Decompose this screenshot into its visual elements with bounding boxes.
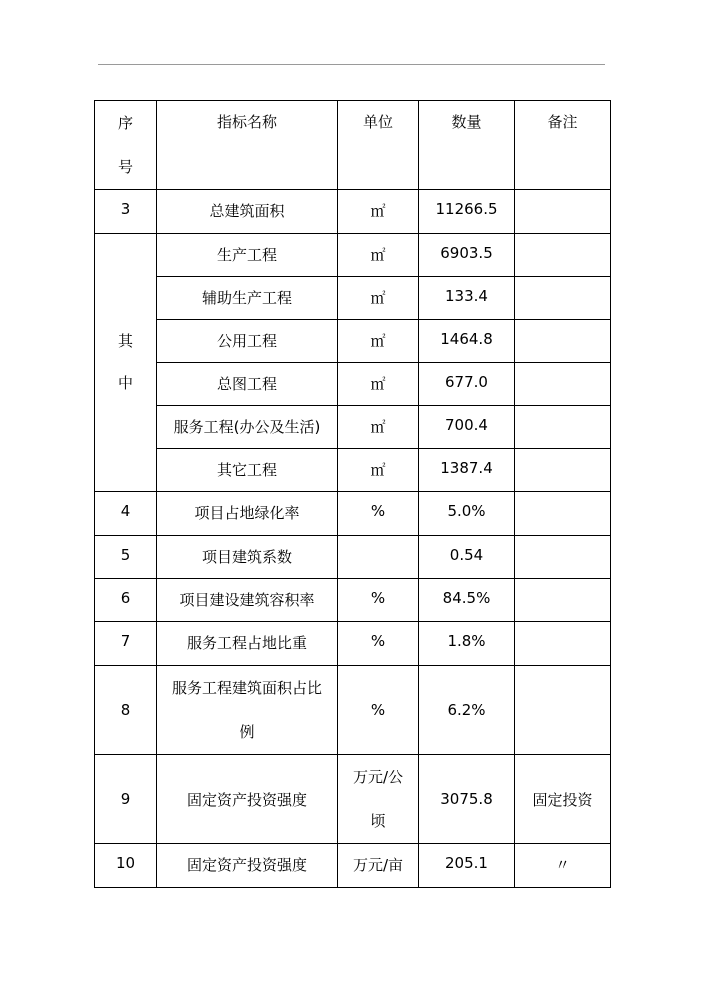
- table-row: [95, 755, 611, 844]
- header-name: 指标名称: [157, 101, 338, 190]
- cell-seq: 5: [95, 536, 157, 579]
- cell-qty: 84.5%: [419, 579, 515, 622]
- cell-unit: ㎡: [338, 190, 419, 234]
- cell-unit: ㎡: [338, 277, 419, 320]
- cell-name: 辅助生产工程: [157, 277, 338, 320]
- cell-unit: %: [338, 579, 419, 622]
- cell-unit: ㎡: [338, 320, 419, 363]
- cell-remark: [515, 406, 611, 449]
- cell-unit: [338, 755, 419, 844]
- cell-qty: 1.8%: [419, 622, 515, 666]
- cell-remark: [515, 492, 611, 536]
- cell-unit-line1: 万元/公: [352, 768, 404, 786]
- cell-remark: [515, 579, 611, 622]
- cell-name: 服务工程(办公及生活): [157, 406, 338, 449]
- cell-unit: %: [338, 622, 419, 666]
- header-remark: 备注: [515, 101, 611, 190]
- cell-name: 生产工程: [157, 234, 338, 277]
- group-label-cell: [95, 234, 157, 492]
- cell-unit: ㎡: [338, 234, 419, 277]
- cell-remark: [515, 622, 611, 666]
- cell-name: 固定资产投资强度: [157, 844, 338, 888]
- table-row: [95, 363, 611, 406]
- cell-qty: 205.1: [419, 844, 515, 888]
- cell-seq: 8: [95, 666, 157, 755]
- table-row: [95, 277, 611, 320]
- cell-name: 固定资产投资强度: [157, 755, 338, 844]
- cell-remark: [515, 449, 611, 492]
- cell-seq: 9: [95, 755, 157, 844]
- table-row: [95, 234, 611, 277]
- cell-qty: 133.4: [419, 277, 515, 320]
- cell-unit: %: [338, 666, 419, 755]
- cell-name: 公用工程: [157, 320, 338, 363]
- cell-unit: %: [338, 492, 419, 536]
- cell-name: 项目建筑系数: [157, 536, 338, 579]
- cell-name: [157, 666, 338, 755]
- header-qty: 数量: [419, 101, 515, 190]
- cell-remark: 〃: [515, 844, 611, 888]
- cell-name: 总建筑面积: [157, 190, 338, 234]
- table-row: [95, 190, 611, 234]
- table-row: [95, 622, 611, 666]
- table-row: [95, 406, 611, 449]
- cell-seq: 7: [95, 622, 157, 666]
- table-row: [95, 492, 611, 536]
- cell-qty: 0.54: [419, 536, 515, 579]
- cell-name: 服务工程占地比重: [157, 622, 338, 666]
- cell-remark: [515, 320, 611, 363]
- group-label-line2: 中: [117, 374, 133, 392]
- header-seq-line1: 序: [117, 114, 133, 132]
- indicator-table: [94, 100, 611, 888]
- cell-unit: [338, 536, 419, 579]
- cell-qty: 3075.8: [419, 755, 515, 844]
- cell-remark: [515, 363, 611, 406]
- cell-remark: [515, 234, 611, 277]
- cell-name: 其它工程: [157, 449, 338, 492]
- cell-unit-line2: 顷: [370, 812, 386, 830]
- cell-qty: 5.0%: [419, 492, 515, 536]
- cell-unit: ㎡: [338, 363, 419, 406]
- cell-name: 总图工程: [157, 363, 338, 406]
- table-row: [95, 536, 611, 579]
- cell-name-line2: 例: [239, 723, 255, 741]
- cell-unit: ㎡: [338, 449, 419, 492]
- table-row: [95, 449, 611, 492]
- cell-remark: 固定投资: [515, 755, 611, 844]
- header-seq-line2: 号: [117, 158, 133, 176]
- cell-seq: 4: [95, 492, 157, 536]
- table-header-row: [95, 101, 611, 190]
- table-row: [95, 579, 611, 622]
- cell-qty: 11266.5: [419, 190, 515, 234]
- table-row: [95, 320, 611, 363]
- cell-qty: 1464.8: [419, 320, 515, 363]
- cell-unit: 万元/亩: [338, 844, 419, 888]
- cell-unit: ㎡: [338, 406, 419, 449]
- cell-qty: 1387.4: [419, 449, 515, 492]
- group-label-line1: 其: [117, 332, 133, 350]
- cell-remark: [515, 666, 611, 755]
- cell-remark: [515, 277, 611, 320]
- cell-qty: 6.2%: [419, 666, 515, 755]
- cell-name: 项目建设建筑容积率: [157, 579, 338, 622]
- cell-seq: 10: [95, 844, 157, 888]
- cell-name-line1: 服务工程建筑面积占比: [171, 679, 322, 697]
- cell-qty: 6903.5: [419, 234, 515, 277]
- header-seq: [95, 101, 157, 190]
- cell-seq: 3: [95, 190, 157, 234]
- cell-seq: 6: [95, 579, 157, 622]
- table-row: [95, 844, 611, 888]
- cell-qty: 700.4: [419, 406, 515, 449]
- cell-remark: [515, 190, 611, 234]
- cell-name: 项目占地绿化率: [157, 492, 338, 536]
- table-row: [95, 666, 611, 755]
- header-unit: 单位: [338, 101, 419, 190]
- cell-qty: 677.0: [419, 363, 515, 406]
- header-rule: [98, 64, 605, 65]
- cell-remark: [515, 536, 611, 579]
